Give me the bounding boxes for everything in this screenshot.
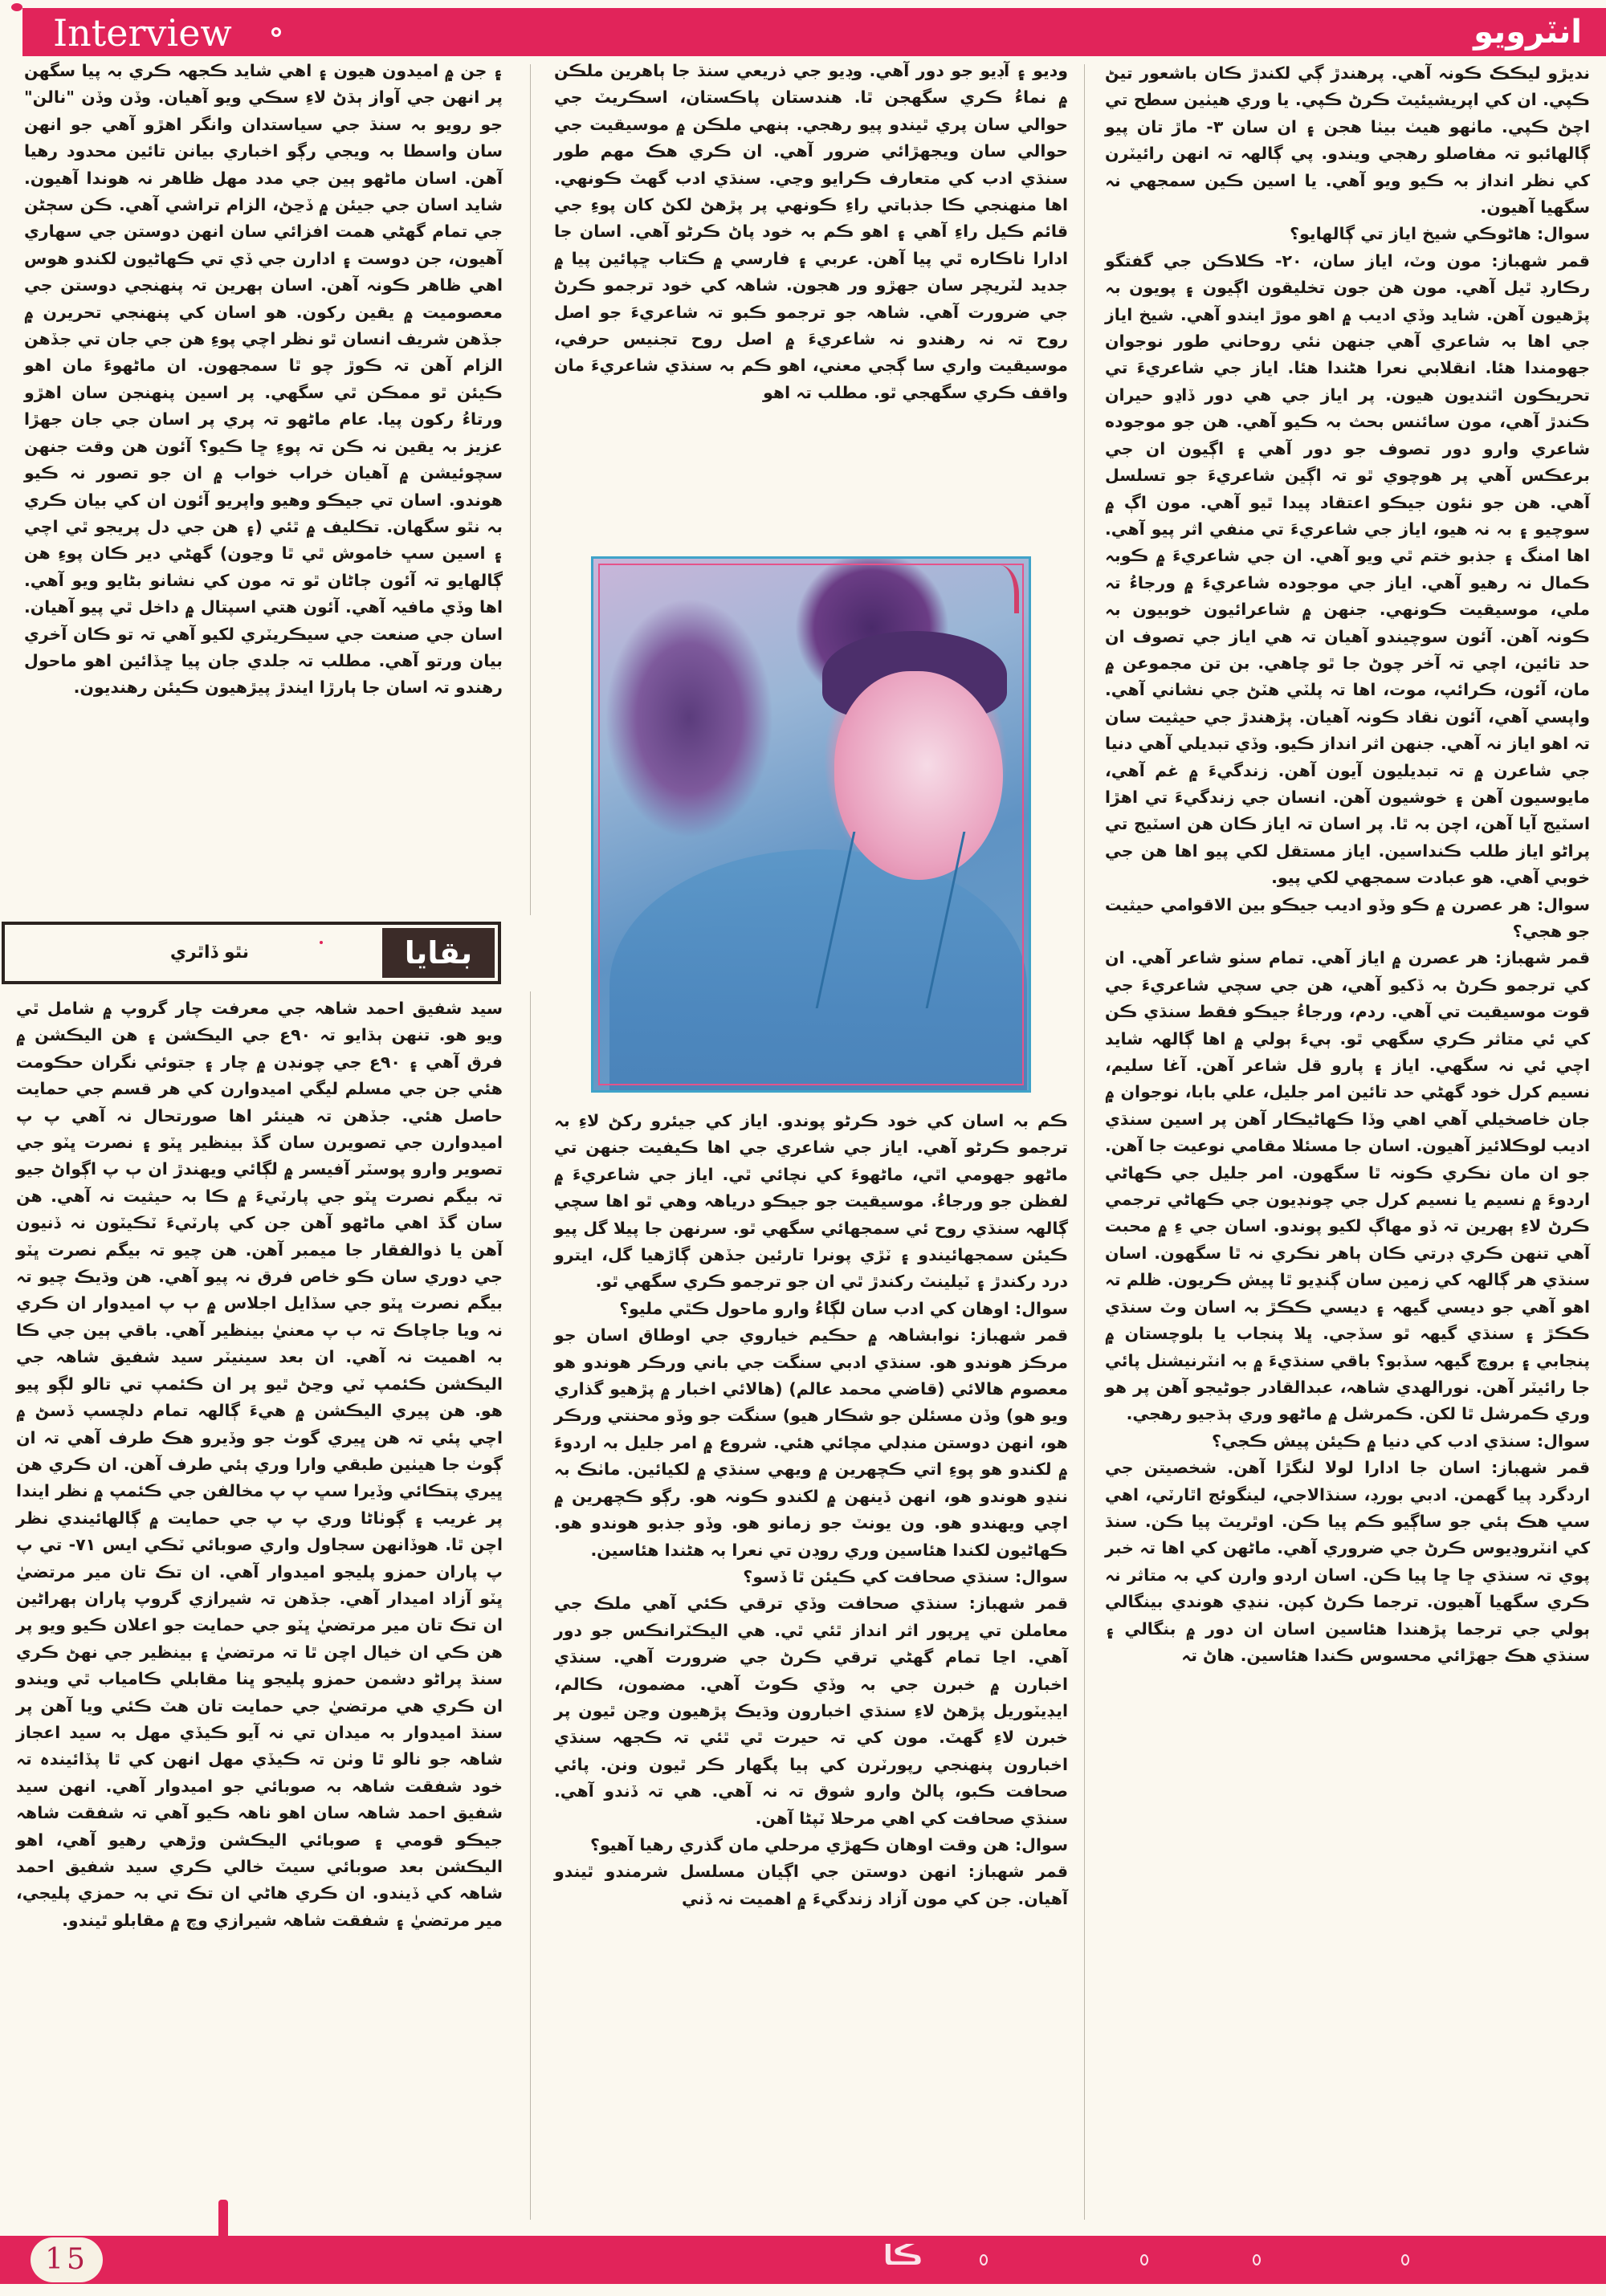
header-title-sindhi: انٽرويو — [1474, 14, 1582, 51]
question: سوال: سنڌي صحافت کي ڪيئن ٿا ڏسو؟ — [743, 1566, 1068, 1586]
footer-spike — [218, 2200, 228, 2240]
paragraph: نديڙو ليڪڪ ڪونہ آهي. پرهندڙ ڳي لکندڙ ڪان باشعور تيڻ ڪپي. ان کي اپريشيئيٽ ڪرڻ ڪپي. يا وري هيٺين سطح تي اچڻ ڪپي. ماٺهو هيٺ بيٺا هجن ۽ ان سان ٣- ماڙ تان پيو ڳالهائبو تہ مفاصلو رهجي ويندو. پي ڳالهہ تہ انهن رائيٽرن کي نظر انداز بہ ڪيو ويو آهي. يا اسين ڪين سمجهي نہ سگهيا آهيون. — [1105, 63, 1591, 218]
article-column-right — [1105, 60, 1590, 2216]
paragraph: ۽ جن ۾ اميدون هيون ۽ اهي شايد ڪجهہ ڪري بہ پيا سگهن پر انهن جي آواز ٻڌڻ لاءِ سڪي ويو آهيان. وڏن وڏن "نالن" جو رويو بہ سنڌ جي سياستدان وانگر اهڙو آهي جو انهن سان واسطا بہ ويجي رڳو اخباري بيانن تائين محدود رهيا آهن. اسان ماڻهو ٻين جي مدد مهل ظاهر نہ هوندا آهيون. شايد اسان جي جيئن ۾ ڏڃڻ، الزام تراشي آهي. ڪن سڄڻن جي تمام گهڻي همت افزائي سان انهن دوستن جي سهاري آهيون، جن دوست ۽ ادارن جي ڏي تي ڪهاڻيون لکندو هوس اهي ظاهر ڪونہ آهن. اسان ٻهرين تہ پنهنجي دوستن جي معصوميت ۾ يقين رکون. هو اسان کي پنهنجي تحريرن ۾ جڏهن شريف انسان ٿو نظر اچي پوءِ هن جي جان تي جڏهن الزام آهن تہ ڪوڙ چو ٿا سمجهون. ان ماڻهوءَ مان اهو ڪيئن ٿو ممڪن ٿي سگهي. پر اسين پنهنجن سان اهڙو ورتاءُ رکون پيا. عام ماڻهو تہ پري پر اسان جي جان جهڙا عزيز بہ يقين نہ ڪن تہ پوءِ ڇا ڪيو؟ آئون هن وقت جنهن سچوئيشن ۾ آهيان خراب خواب ۾ ان جو تصور نہ ڪيو هوندو. اسان تي جيڪو وهيو واپريو آئون ان کي بيان ڪري بہ نٿو سگهان. تڪليف ۾ ٿئي (۽ هن جي دل پريجو ٿي اچي ۽ اسين سڀ خاموش ٿي ٿا وڃون) گهڻي دير ڪان پوءِ هن ڳالهايو تہ آئون ڄاڻان ٿو تہ مون کي نشانو بڻايو ويو آهي. اها وڏي مافيہ آهي. آئون هتي اسپتال ۾ داخل ٿي پيو آهيان. اسان جي صنعت جي سيڪريٽري لکيو آهي تہ تو ڪان آخري بيان ورتو آهي. مطلب تہ جلدي جان پيا ڇڏائين اهو ماحول رهندو تہ اسان جا ٻارڙا ايندڙ پيڙهيون ڪيئن رهنديون. — [24, 61, 503, 698]
question: سوال: اوهان کي ادب سان لڳاءُ وارو ماحول ڪٿي مليو؟ — [619, 1298, 1068, 1318]
decorative-dot — [320, 941, 323, 944]
article-column-left-top — [24, 58, 503, 925]
footer-mark: ڪا — [883, 2240, 923, 2272]
paragraph: سيد شفيق احمد شاهہ جي معرفت چار گروپ ۾ شامل ٿي ويو هو. تنهن ٻڌايو تہ ٩٠ع جي اليڪشن ۽ هن اليڪشن ۾ فرق آهي ۽ ٩٠ع جي چونڊن ۾ چار ۽ جتوئي نگران حڪومت هئي جن جي مسلم ليگي اميدوارن کي هر قسم جي حمايت حاصل هئي. جڏهن تہ هينئر اها صورتحال نہ آهي پ پ اميدوارن جي تصويرن سان گڏ بينظير ڀٽو ۽ نصرت ڀٽو جي تصوير وارو پوسٽر آفيسر ۾ لڳائي ويهندڙ ان ٻ پ اڳواڻ جيو تہ بيگم نصرت ڀٽو جي پارٽيءَ ۾ ڪا بہ حيثيت نہ آهي. هن سان گڏ اهي ماڻهو آهن جن کي پارٽيءَ ٽڪيٽون نہ ڏنيون آهن يا ذوالفقار جا ميمبر آهن. هن چيو تہ بيگم نصرت ڀٽو جي دوري سان ڪو خاص فرق نہ پيو آهي. هن وڌيڪ چيو تہ بيگم نصرت ڀٽو جي سڏايل اجلاس ۾ ٻ پ اميدوار ان ڪري نہ ويا جاچاڪ تہ ٻ پ معنيٰ بينظير آهي. باقي ٻين جي ڪا بہ اهميت نہ آهي. ان بعد سينيٽر سيد شفيق شاهہ جي اليڪشن ڪئمپ ٽي وڃڻ ٿيو پر ان ڪئمپ تي تالو لڳو پيو هو. هن پيري اليڪشن ۾ هيءَ ڳالهہ تمام دلچسپ ڏسڻ ۾ اچي پئي تہ هن ڀيري گوٺ جو وڏيرو هڪ طرف آهي تہ ان ڳوٺ جا هيٺين طبقي وارا وري ٻئي طرف آهن. ان ڪري هن ڀيري پتڪائي وڏيرا سڀ پ پ مخالفن جي ڪئمپ ۾ نظر ايندا پر غريب ۽ ڳوٺاڻا وري پ پ جي حمايت ۾ ڳالهائيندي نظر اچن ٿا. هوڏانهن سجاول واري صوبائي ٽڪي ايس ٧١- تي پ پ پاران حمزو پليجو اميدوار آهي. ان تڪ تان مير مرتضيٰ ڀٽو آزاد اميدار آهي. جڏهن تہ شيرازي گروپ پاران ٻهراڻين ان تڪ تان مير مرتضيٰ ڀٽو جي حمايت جو اعلان ڪيو ويو پر هن ڪي ان خيال اچن ٿا تہ مرتضيٰ ۽ بينظير جي نهڻ ڪري سنڌ پراڻو دشمن حمزو پليجو ڀنا مقابلي ڪامياب ٿي ويندو ان ڪري هي مرتضيٰ جي حمايت تان هٽ ڪئي ويا آهن پر سنڌ اميدوار بہ ميدان تي نہ آيو ڪيڏي مهل بہ سيد اعجاز شاهہ جو نالو ٿا وٺن تہ ڪيڏي مهل انهن کي ٿا پڏائيندہ تہ خود شفقت شاهہ بہ صوبائي جو اميدوار آهي. انهن سيد شفيق احمد شاهہ سان اهو ناهہ ڪيو آهي تہ شفقت شاهہ جيڪو قومي ۽ صوبائي اليڪشن وڙهي رهيو آهي، اهو اليڪشن بعد صوبائي سيٽ خالي ڪري سيد شفيق احمد شاهہ کي ڏيندو. ان ڪري هاڻي ان تڪ تي بہ حمزي پليجي، مير مرتضيٰ ۽ شفقت شاهہ شيرازي وچ ۾ مقابلو ٿيندو. — [16, 999, 503, 1930]
answer: قمر شهباز: سنڌي صحافت وڏي ترقي ڪئي آهي ملڪ جي معاملن تي ڀرپور اثر انداز ٿئي ٿي. هي اليڪٽرانڪس جو دور آهي. اڃا تمام گهڻي ترقي ڪرڻ جي ضرورت آهي. سنڌي اخبارن ۾ خبرن جي بہ وڏي ڪوٽ آهي. مضمون، ڪالم، ايڊيٽوريل پڙهڻ لاءِ سنڌي اخبارون وڌيڪ پڙهيون وڃن ٿيون پر خبرن لاءِ گهٽ. مون کي تہ حيرت ٿي ٿئي تہ ڪجهہ سنڌي اخبارون پنهنجي رپورٽرن کي ٻيا پگهار ڪر ٿيون ونن. پائي صحافت ڪبو، پالڻ وارو شوق تہ نہ آهي. هي تہ ڏندو آهي. سنڌي صحافت کي اهي مرحلا ٽپڻا آهن. — [554, 1594, 1068, 1828]
decorative-circle-icon — [1140, 2254, 1148, 2265]
answer: قمر شهباز: هر عصرن ۾ اياز آهي. تمام سٺو شاعر آهي. ان کي ترجمو ڪرڻ بہ ڏکيو آهي، هن جي سچي شاعريءَ جي قوت موسيقيت تي آهي. ردم، ورجاءُ جيڪو فقط سنڌي ڪن کي ئي متاثر ڪري سگهي ٿو. ٻيءَ ٻولي ۾ اها ڳالهہ شايد اچي ئي نہ سگهي. اياز ۽ پارو قل شاعر آهن. آغا سليم، نسيم کرل خود گهڻي حد تائين امر جليل، علي بابا، نوجوان ۾ جان خاصخيلي آهي اهي وڏا ڪهاڻيڪار آهن پر اسين سنڌي اديب لوڪلائيز آهيون. اسان جا مسئلا مقامي نوعيت جا آهن. جو ان مان نڪري ڪونہ ٿا سگهون. امر جليل جي ڪهاڻي اردوءَ ۾ نسيم يا نسيم کرل جي چونڊيون جي ڪهاڻي ترجمي ڪرڻ لاءِ ٻهرين تہ ڏو مهاڳ لکيو پوندو. اسان جي ءِ ۾ محبت آهي تنهن ڪري ڊرتي ڪان ٻاهر نڪري نہ ٿا سگهون. اسان سنڌي هر ڳالهہ کي زمين سان ڳنڍيو ٿا پيش ڪريون. ظلم تہ اهو آهي جو ديسي گيهہ ۽ ديسي ڪڪڙ بہ اسان وٽ سنڌي ڪڪڙ ۽ سنڌي گيهہ ٿو سڏجي. ڀلا پنجاب يا بلوچستان ۾ پنجابي ۽ بروچ گيهہ سڏبو؟ باقي سنڌيءَ ۾ بہ انٽرنيشنل پائي جا رائيٽر آهن. نورالهدي شاهہ، عبدالقادر جوڻيجو آهن پر هو وري ڪمرشل ٿا لکن. ڪمرشل ۾ ماڻهو وري ٻڌجيو رهجي. — [1105, 948, 1590, 1424]
question: سوال: سنڌي ادب کي دنيا ۾ ڪيئن پيش ڪجي؟ — [1211, 1431, 1590, 1451]
answer: قمر شهباز: نوابشاهہ ۾ حڪيم خياروي جي اوطاق اسان جو مرڪز هوندو هو. سنڌي ادبي سنگت جي باني ورڪر هوندو هو معصوم هالائي (قاضي محمد عالم) (هالائي اخبار ۾ پڙهيو گذاري ويو هو) وڏن مسئلن جو شڪار هيو) سنگت جو وڏو محنتي ورڪر هو، انهن دوستن منڊلي مچائي هئي. شروع ۾ امر جليل بہ اردوءَ ۾ لکندو هو پوءِ اتي ڪچهرين ۾ ويهي سنڌي ۾ لکيائين. ماٺڪ بہ ننڍو هوندو هو، انهن ڏينهن ۾ لکندو ڪونہ هو. رڳو ڪچهرين ۾ اچي ويهندو هو. ون يونٽ جو زمانو هو. وڏو جذبو هوندو هو. ڪهاڻيون لکندا هئاسين وري روڊن تي نعرا بہ هڻندا هئاسين. — [554, 1325, 1068, 1560]
page-number: 15 — [31, 2237, 103, 2282]
decorative-circle-icon — [980, 2254, 988, 2265]
question: سوال: هاڻوڪي شيخ اياز تي ڳالهايو؟ — [1290, 224, 1590, 244]
answer: قمر شهباز: اسان جا ادارا لولا لنگڙا آهن. شخصيتن جي اردگرد پيا گهمن. ادبي بورڊ، سنڌالاجي، لينگوئج اٿارٽي، اهي سڀ هڪ ٻئي جو ساڳيو ڪم پيا ڪن. اوٿريٽ پيا ڪن. سنڌ کي انٽروڊيوس ڪرڻ جي ضروري آهي. ماڻهن کي اها تہ خبر پوي تہ سنڌي ڇا ڇا پيا ڪن. اسان اردو وارن کي بہ متاثر نہ ڪري سگهيا آهيون. ترجما ڪرڻ کپن. ننڍي هوندي بينگالي ٻولي جي ترجما پڙهندا هئاسين اسان ان دور ۾ بنگالي ۽ سنڌي هڪ جهڙائي محسوس ڪندا هئاسين. هاڻ تہ — [1105, 1458, 1590, 1665]
paragraph: وديو ۽ آڊيو جو دور آهي. وڊيو جي ذريعي سنڌ جا ٻاهرين ملڪن ۾ نماءُ ڪري سگهجن ٿا. هندستان پاڪستان، اسڪريٽ جي حوالي سان پري ٿيندو پيو رهجي. ٻنهي ملڪن ۾ موسيقيت جي حوالي سان ويجهڙائي ضرور آهي. ان ڪري هڪ مهم طور سنڌي ادب کي متعارف ڪرايو وڃي. سنڌي ادب گهٽ ڪونهي. اها منهنجي ڪا جذباتي راءِ ڪونهي پر پڙهڻ لکڻ کان پوءِ جي قائم ڪيل راءِ آهي ۽ اهو ڪم بہ خود پاڻ ڪرڻو آهي. اسان جا ادارا ناڪاره ٿي پيا آهن. عربي ۽ فارسي ۾ ڪتاب ڇپائين پيا ۾ جديد لٽريچر سان جهڙو ور هجون. شاهہ کي خود ترجمو ڪرڻ جي ضرورت آهي. شاهہ جو ترجمو ڪبو تہ شاعريءَ جو اصل روح تہ نہ رهندو نہ شاعريءَ ۾ اصل روح تجنيس حرفي، موسيقيت واري سا ڳجي معني، اهو ڪم بہ سنڌي شاعريءَ مان واقف ڪري سگهجي ٿو. مطلب تہ اهو — [554, 61, 1068, 402]
continuation-subtitle: نٿو ڏاٿري — [169, 942, 249, 963]
decorative-circle-icon — [1253, 2254, 1261, 2265]
footer-band — [0, 2236, 1606, 2284]
decorative-spot — [11, 3, 22, 11]
article-column-middle-bottom — [554, 1108, 1068, 2216]
interviewee-photo — [591, 556, 1031, 1093]
header-band — [22, 8, 1606, 56]
continuation-label: بقايا — [382, 928, 495, 978]
article-column-middle-top — [554, 58, 1068, 548]
continuation-box — [2, 922, 501, 984]
article-column-left-bottom — [16, 995, 503, 2216]
question: سوال: هن وقت اوهان ڪهڙي مرحلي مان گذري رهيا آهيو؟ — [589, 1834, 1068, 1854]
decorative-circle-icon — [1401, 2254, 1409, 2265]
photo-frame — [598, 564, 1024, 1085]
paragraph: ڪم بہ اسان کي خود ڪرڻو پوندو. اياز کي جيئرو رکڻ لاءِ بہ ترجمو ڪرڻو آهي. اياز جي شاعري جي اها ڪيفيت جنهن تي ماڻهو جهومي اٿي، ماڻهوءَ کي نچائي ٿي. اياز جي شاعريءَ ۾ لفظن جو ورجاءُ. موسيقيت جو جيڪو درياهہ وهي ٿو اها سچي ڳالهہ سنڌي روح ئي سمجهائي سگهي ٿو. سرنهن جا پيلا گل پيو ڪيئن سمجهائيندو ۽ ٽڙي پونرا تارئين جڏهن ڳاڙهيا گل، ايترو درد رکندڙ ۽ ٽيلينٽ رکندڙ ٿي ان جو ترجمو ڪري سگهي ٿو. — [554, 1111, 1068, 1292]
column-divider — [530, 991, 531, 2220]
column-divider — [530, 64, 531, 915]
header-title-english: Interview — [53, 11, 232, 55]
answer: قمر شهباز: انهن دوستن جي اڳيان مسلسل شرمندو ٿيندو آهيان. جن کي مون آزاد زندگيءَ ۾ اهميت نہ ڏني — [554, 1862, 1068, 1908]
decorative-circle-icon — [271, 27, 281, 37]
answer: قمر شهباز: مون وٽ، اياز سان، ٢٠- ڪلاڪن جي گفتگو رڪارڊ ٿيل آهي. مون هن جون تخليقون اڳيون ۽ پويون بہ پڙهيون آهن. شايد وڏي اديب ۾ اهو موڙ ايندو آهي. شيخ اياز جي اها بہ شاعري آهي جنهن نئي روحاني طور نوجوان جهومندا هئا. انقلابي نعرا هڻندا هئا. اياز جي شاعريءَ تي تحريڪون اٿنديون هيون. پر اياز جي هي دور ڏاڍو حيران ڪندڙ آهي، مون سائنس بحث بہ ڪيو آهي. هن جو موجوده شاعري وارو دور تصوف جو دور آهي ۽ اڳيون ان جي برعڪس آهي پر هوچوي ٿو تہ اڳين شاعريءَ جو تسلسل آهي. هن جو نئون جيڪو اعتقاد پيدا ٿيو آهي. مون اڳ ۾ سوچيو ۽ بہ نہ هيو، اياز جي شاعريءَ تي منفي اثر پيو آهي. اها امنگ ۽ جذبو ختم ٿي ويو آهي. ان جي شاعريءَ ۾ ڪوبہ ڪمال نہ رهيو آهي. اياز جي موجوده شاعريءَ ۾ ورجاءُ تہ ملي، موسيقيت ڪونهي. جنهن ۾ شاعرائيون خوبيون بہ ڪونہ آهن. آئون سوچيندو آهيان تہ هي اياز جي تصوف ان حد تائين، اچي تہ آخر چوڻ جا ٿو چاهي. بن تن مجموعن ۾ مان، آئون، ڪرائپ، موت، اها تہ پلٽي هٽڻ جي نشاني آهي. واپسي آهي، آئون نقاد ڪونہ آهيان. پڙهندڙ جي حيثيت سان تہ اهو اياز نہ آهي. جنهن اثر انداز ڪيو. وڏي تبديلي آهي دنيا جي شاعرن ۾ تہ تبديليون آيون آهن. زندگيءَ ۾ غم آهي، مايوسيون آهن ۽ خوشيون آهن. انسان جي زندگيءَ تي اهڙا اسٽيج آيا آهن، اچن بہ ٿا. پر اسان تہ اياز ڪان هن اسٽيج تي پراڻو اياز طلب ڪنداسين. اياز مستقل لکي پيو اها هن جي خوبي آهي. هو عبادت سمجهي لکي پيو. — [1105, 250, 1590, 888]
question: سوال: هر عصرن ۾ ڪو وڏو اديب جيڪو بين الاقوامي حيثيت جو هجي؟ — [1105, 894, 1590, 941]
column-divider — [1084, 64, 1085, 2220]
